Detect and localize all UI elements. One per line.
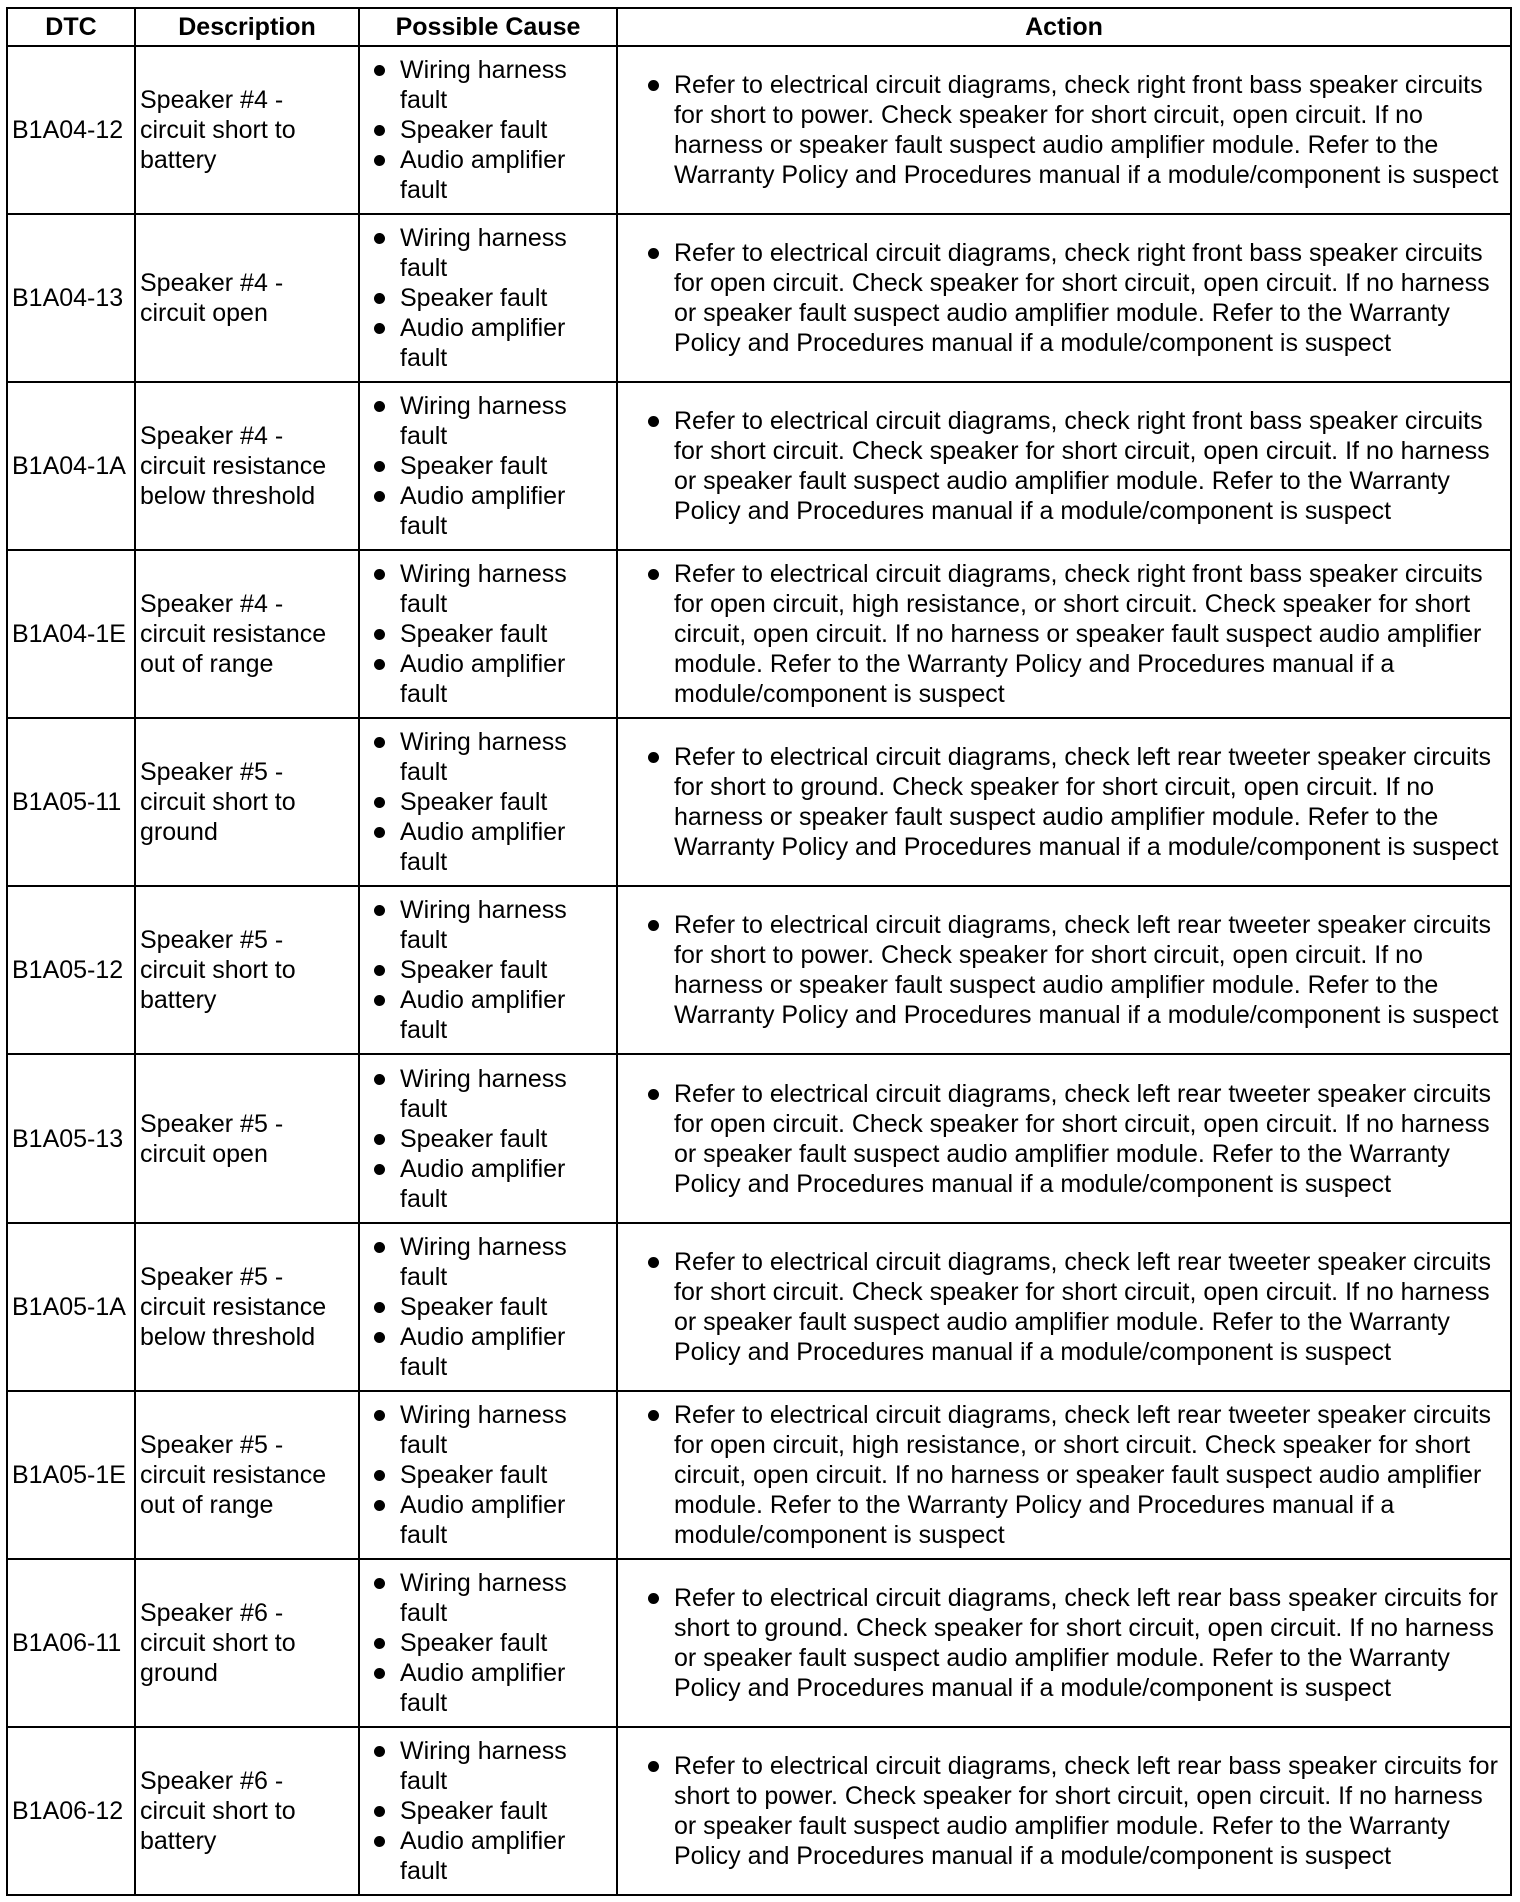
- header-action: Action: [617, 8, 1511, 46]
- cause-list: [364, 391, 612, 541]
- cause-item: Audio amplifier fault: [364, 1658, 612, 1718]
- dtc-description: Speaker #5 - circuit short to ground: [135, 718, 359, 886]
- cause-item: Audio amplifier fault: [364, 145, 612, 205]
- dtc-description: Speaker #6 - circuit short to battery: [135, 1727, 359, 1895]
- cause-list: [364, 1568, 612, 1718]
- action-cell: [617, 382, 1511, 550]
- cause-item: Wiring harness fault: [364, 559, 612, 619]
- cause-item: Speaker fault: [364, 619, 612, 649]
- table-row: [7, 1223, 1511, 1391]
- cause-item: Speaker fault: [364, 1292, 612, 1322]
- dtc-code: B1A05-12: [7, 886, 135, 1054]
- cause-item: Wiring harness fault: [364, 1400, 612, 1460]
- cause-item: Speaker fault: [364, 115, 612, 145]
- action-list: [622, 70, 1506, 190]
- possible-causes: [359, 1054, 617, 1222]
- header-dtc: DTC: [7, 8, 135, 46]
- dtc-code: B1A06-12: [7, 1727, 135, 1895]
- cause-item: Audio amplifier fault: [364, 1490, 612, 1550]
- action-list: [622, 238, 1506, 358]
- action-cell: [617, 214, 1511, 382]
- cause-item: Audio amplifier fault: [364, 817, 612, 877]
- possible-causes: [359, 1391, 617, 1559]
- action-list: [622, 1247, 1506, 1367]
- action-text: Refer to electrical circuit diagrams, check right front bass speaker circuits for short to power. Check speaker for short circuit, open circuit. If no harness or speaker fault suspect audio amplifier module. Refer to the Warranty Policy and Procedures manual if a module/component is suspect: [622, 70, 1506, 190]
- dtc-code: B1A06-11: [7, 1559, 135, 1727]
- action-text: Refer to electrical circuit diagrams, check left rear bass speaker circuits for short to power. Check speaker for short circuit, open circuit. If no harness or speaker fault suspect audio amplifier module. Refer to the Warranty Policy and Procedures manual if a module/component is suspect: [622, 1751, 1506, 1871]
- cause-list: [364, 1064, 612, 1214]
- possible-causes: [359, 46, 617, 214]
- cause-item: Audio amplifier fault: [364, 313, 612, 373]
- cause-item: Wiring harness fault: [364, 1736, 612, 1796]
- action-list: [622, 1400, 1506, 1550]
- dtc-description: Speaker #5 - circuit short to battery: [135, 886, 359, 1054]
- cause-list: [364, 895, 612, 1045]
- action-text: Refer to electrical circuit diagrams, check right front bass speaker circuits for open circuit, high resistance, or short circuit. Check speaker for short circuit, open circuit. If no harness or speaker fault suspect audio amplifier module. Refer to the Warranty Policy and Procedures manual if a module/component is suspect: [622, 559, 1506, 709]
- dtc-description: Speaker #5 - circuit open: [135, 1054, 359, 1222]
- action-cell: [617, 1223, 1511, 1391]
- cause-item: Wiring harness fault: [364, 1232, 612, 1292]
- dtc-code: B1A04-13: [7, 214, 135, 382]
- dtc-code: B1A04-12: [7, 46, 135, 214]
- dtc-description: Speaker #6 - circuit short to ground: [135, 1559, 359, 1727]
- table-row: [7, 1727, 1511, 1895]
- dtc-description: Speaker #4 - circuit resistance out of range: [135, 550, 359, 718]
- possible-causes: [359, 718, 617, 886]
- action-list: [622, 1751, 1506, 1871]
- header-row: [7, 8, 1511, 46]
- header-possible-cause: Possible Cause: [359, 8, 617, 46]
- table-row: [7, 382, 1511, 550]
- dtc-code: B1A05-13: [7, 1054, 135, 1222]
- action-cell: [617, 1054, 1511, 1222]
- cause-item: Audio amplifier fault: [364, 985, 612, 1045]
- cause-item: Wiring harness fault: [364, 391, 612, 451]
- table-row: [7, 718, 1511, 886]
- cause-item: Audio amplifier fault: [364, 1322, 612, 1382]
- action-text: Refer to electrical circuit diagrams, check left rear tweeter speaker circuits for short to power. Check speaker for short circuit, open circuit. If no harness or speaker fault suspect audio amplifier module. Refer to the Warranty Policy and Procedures manual if a module/component is suspect: [622, 910, 1506, 1030]
- action-cell: [617, 1727, 1511, 1895]
- cause-list: [364, 559, 612, 709]
- possible-causes: [359, 382, 617, 550]
- cause-item: Wiring harness fault: [364, 223, 612, 283]
- cause-item: Wiring harness fault: [364, 1568, 612, 1628]
- action-cell: [617, 46, 1511, 214]
- dtc-description: Speaker #4 - circuit short to battery: [135, 46, 359, 214]
- action-text: Refer to electrical circuit diagrams, check left rear tweeter speaker circuits for short circuit. Check speaker for short circuit, open circuit. If no harness or speaker fault suspect audio amplifier module. Refer to the Warranty Policy and Procedures manual if a module/component is suspect: [622, 1247, 1506, 1367]
- possible-causes: [359, 1223, 617, 1391]
- table-row: [7, 46, 1511, 214]
- possible-causes: [359, 1559, 617, 1727]
- cause-item: Speaker fault: [364, 1796, 612, 1826]
- cause-list: [364, 727, 612, 877]
- dtc-description: Speaker #5 - circuit resistance out of range: [135, 1391, 359, 1559]
- table-row: [7, 550, 1511, 718]
- action-text: Refer to electrical circuit diagrams, check left rear bass speaker circuits for short to ground. Check speaker for short circuit, open circuit. If no harness or speaker fault suspect audio amplifier module. Refer to the Warranty Policy and Procedures manual if a module/component is suspect: [622, 1583, 1506, 1703]
- table-row: [7, 1559, 1511, 1727]
- table-header: [7, 8, 1511, 46]
- cause-item: Speaker fault: [364, 283, 612, 313]
- cause-item: Speaker fault: [364, 1460, 612, 1490]
- cause-item: Wiring harness fault: [364, 55, 612, 115]
- dtc-code: B1A05-1E: [7, 1391, 135, 1559]
- cause-item: Speaker fault: [364, 955, 612, 985]
- dtc-code: B1A05-11: [7, 718, 135, 886]
- table-body: [7, 46, 1511, 1895]
- cause-item: Speaker fault: [364, 787, 612, 817]
- action-cell: [617, 886, 1511, 1054]
- action-list: [622, 910, 1506, 1030]
- possible-causes: [359, 214, 617, 382]
- action-cell: [617, 550, 1511, 718]
- action-cell: [617, 1391, 1511, 1559]
- header-description: Description: [135, 8, 359, 46]
- possible-causes: [359, 1727, 617, 1895]
- cause-item: Speaker fault: [364, 1124, 612, 1154]
- cause-item: Speaker fault: [364, 451, 612, 481]
- table-row: [7, 1391, 1511, 1559]
- action-cell: [617, 718, 1511, 886]
- possible-causes: [359, 886, 617, 1054]
- cause-item: Audio amplifier fault: [364, 649, 612, 709]
- table-row: [7, 214, 1511, 382]
- cause-list: [364, 55, 612, 205]
- action-text: Refer to electrical circuit diagrams, check left rear tweeter speaker circuits for open circuit, high resistance, or short circuit. Check speaker for short circuit, open circuit. If no harness or speaker fault suspect audio amplifier module. Refer to the Warranty Policy and Procedures manual if a module/component is suspect: [622, 1400, 1506, 1550]
- cause-list: [364, 223, 612, 373]
- cause-item: Speaker fault: [364, 1628, 612, 1658]
- action-list: [622, 1079, 1506, 1199]
- action-list: [622, 1583, 1506, 1703]
- possible-causes: [359, 550, 617, 718]
- dtc-code: B1A04-1E: [7, 550, 135, 718]
- dtc-table: [6, 7, 1512, 1896]
- cause-item: Wiring harness fault: [364, 727, 612, 787]
- cause-item: Audio amplifier fault: [364, 1826, 612, 1886]
- cause-item: Wiring harness fault: [364, 1064, 612, 1124]
- action-text: Refer to electrical circuit diagrams, check left rear tweeter speaker circuits for open circuit. Check speaker for short circuit, open circuit. If no harness or speaker fault suspect audio amplifier module. Refer to the Warranty Policy and Procedures manual if a module/component is suspect: [622, 1079, 1506, 1199]
- action-text: Refer to electrical circuit diagrams, check left rear tweeter speaker circuits for short to ground. Check speaker for short circuit, open circuit. If no harness or speaker fault suspect audio amplifier module. Refer to the Warranty Policy and Procedures manual if a module/component is suspect: [622, 742, 1506, 862]
- table-row: [7, 1054, 1511, 1222]
- dtc-description: Speaker #5 - circuit resistance below threshold: [135, 1223, 359, 1391]
- action-cell: [617, 1559, 1511, 1727]
- dtc-code: B1A05-1A: [7, 1223, 135, 1391]
- action-text: Refer to electrical circuit diagrams, check right front bass speaker circuits for short circuit. Check speaker for short circuit, open circuit. If no harness or speaker fault suspect audio amplifier module. Refer to the Warranty Policy and Procedures manual if a module/component is suspect: [622, 406, 1506, 526]
- cause-list: [364, 1736, 612, 1886]
- cause-item: Audio amplifier fault: [364, 1154, 612, 1214]
- action-text: Refer to electrical circuit diagrams, check right front bass speaker circuits for open circuit. Check speaker for short circuit, open circuit. If no harness or speaker fault suspect audio amplifier module. Refer to the Warranty Policy and Procedures manual if a module/component is suspect: [622, 238, 1506, 358]
- dtc-code: B1A04-1A: [7, 382, 135, 550]
- table-row: [7, 886, 1511, 1054]
- cause-item: Wiring harness fault: [364, 895, 612, 955]
- action-list: [622, 742, 1506, 862]
- dtc-description: Speaker #4 - circuit open: [135, 214, 359, 382]
- cause-list: [364, 1232, 612, 1382]
- action-list: [622, 406, 1506, 526]
- dtc-description: Speaker #4 - circuit resistance below threshold: [135, 382, 359, 550]
- action-list: [622, 559, 1506, 709]
- cause-item: Audio amplifier fault: [364, 481, 612, 541]
- cause-list: [364, 1400, 612, 1550]
